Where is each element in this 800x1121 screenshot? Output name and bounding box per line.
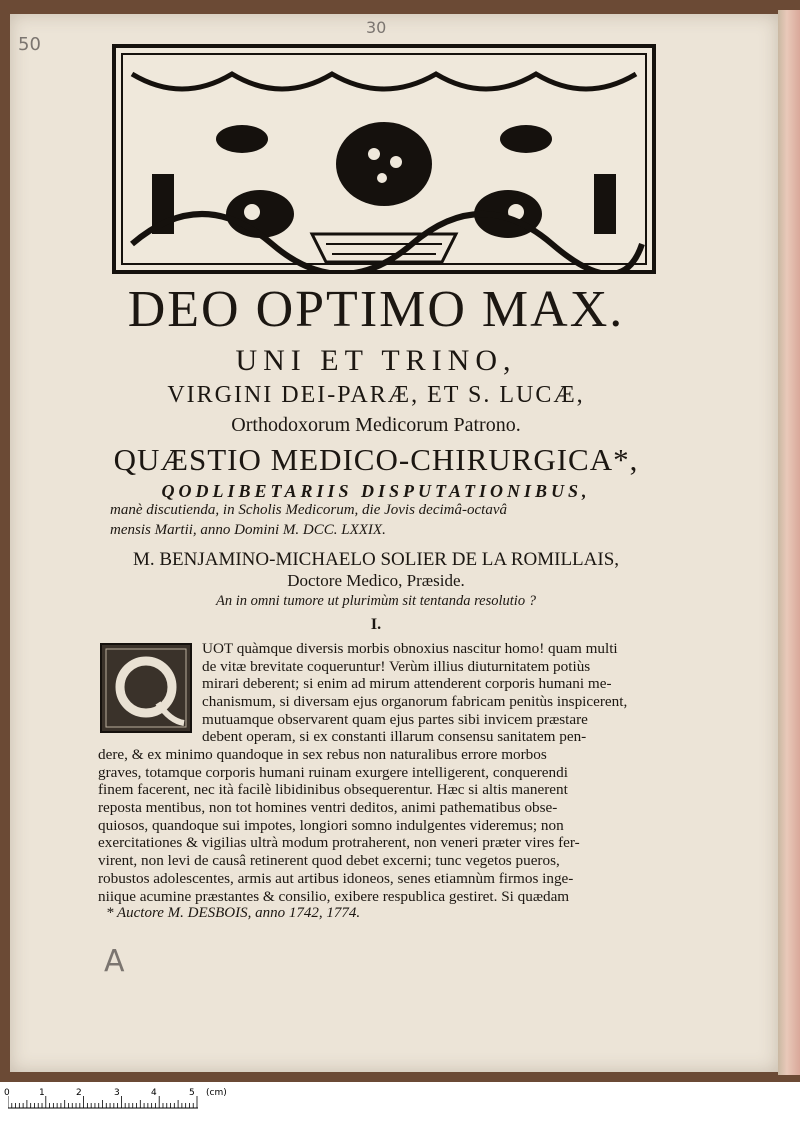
text-line: debent operam, si ex constanti illarum consensu sanitatem pen- xyxy=(202,728,587,746)
text-line: de vitæ brevitate coqueruntur! Verùm illius diuturnitatem potiùs xyxy=(202,657,591,675)
body-paragraph-first xyxy=(202,640,654,746)
question-heading: QUÆSTIO MEDICO-CHIRURGICA*, xyxy=(113,442,639,477)
date-line-1: manè discutienda, in Scholis Medicorum, die Jovis decimâ-octavâ xyxy=(110,502,507,518)
dedication-line-4: Orthodoxorum Medicorum Patrono. xyxy=(231,414,521,436)
ruler-label: 0 xyxy=(4,1088,10,1098)
page-fore-edge xyxy=(778,10,800,1075)
ruler-ticks xyxy=(8,1086,198,1110)
text-line: robustos adolescentes, armis aut artibus idoneos, senes etiamnùm firmos inge- xyxy=(98,869,574,887)
ruler-label: 1 xyxy=(39,1088,45,1098)
text-line: mirari deberent; si enim ad mirum attenderent corporis humani me- xyxy=(202,675,612,693)
praeses-title: Doctore Medico, Præside. xyxy=(287,571,465,590)
ruler-label: 4 xyxy=(151,1088,157,1098)
praeses-name: M. BENJAMINO-MICHAELO SOLIER DE LA ROMILLAIS, xyxy=(132,549,620,570)
text-line: quiosos, quandoque sui impotes, longiori somno indulgentes videremus; non xyxy=(98,816,564,834)
dedication-line-2: UNI ET TRINO, xyxy=(235,344,517,377)
text-line: mutuamque observarent quam ejus partes sibi invicem præstare xyxy=(202,710,588,728)
pencil-note-page-number: 50 xyxy=(18,34,41,55)
text-line: virent, non levi de causâ retinerent quod debet excerni; tunc vegetos pueros, xyxy=(98,852,560,870)
disputation-line: QODLIBETARIIS DISPUTATIONIBUS, xyxy=(161,481,591,501)
text-line: graves, totamque corporis humani ruinam exurgere intelligerent, conquerendi xyxy=(98,763,568,781)
ruler-label: 3 xyxy=(114,1088,120,1098)
thesis-question: An in omni tumore ut plurimùm sit tentanda resolutio ? xyxy=(216,593,536,609)
text-line: finem facerent, nec ità facilè libidinibus obsequerentur. Hæc si altis manerent xyxy=(98,781,568,799)
footnote: * Auctore M. DESBOIS, anno 1742, 1774. xyxy=(106,905,361,921)
text-line: dere, & ex minimo quandoque in sex rebus non naturalibus errore morbos xyxy=(98,746,547,763)
scale-ruler xyxy=(0,1084,800,1121)
text-line: reposta mentibus, non tot homines ventri deditos, animi pathematibus obse- xyxy=(98,799,558,817)
pencil-note-letter: A xyxy=(104,944,125,979)
section-number: I. xyxy=(370,616,382,633)
woodcut-headpiece-ornament xyxy=(112,44,656,274)
decorated-initial-q-icon xyxy=(100,643,192,733)
dedication-title: DEO OPTIMO MAX. xyxy=(127,281,625,338)
ruler-unit: (cm) xyxy=(206,1088,227,1098)
text-line: chanismum, si diversam ejus organorum fabricam penitùs inspicerent, xyxy=(202,693,628,711)
text-line: niique acumine præstantes & consilio, exibere respublica gestiret. Si quædam xyxy=(98,887,570,905)
body-paragraph-continued xyxy=(98,746,656,905)
ruler-label: 2 xyxy=(76,1088,82,1098)
ruler-label: 5 xyxy=(189,1088,195,1098)
text-line: exercitationes & vigilias ultrà modum protraherent, non veneri præter vires fer- xyxy=(98,834,580,852)
text-line: UOT quàmque diversis morbis obnoxius nascitur homo! quam multi xyxy=(202,640,618,657)
pencil-note-folio: 30 xyxy=(366,18,387,37)
dedication-line-3: VIRGINI DEI-PARÆ, ET S. LUCÆ, xyxy=(167,382,585,408)
date-line-2: mensis Martii, anno Domini M. DCC. LXXIX. xyxy=(110,522,386,538)
